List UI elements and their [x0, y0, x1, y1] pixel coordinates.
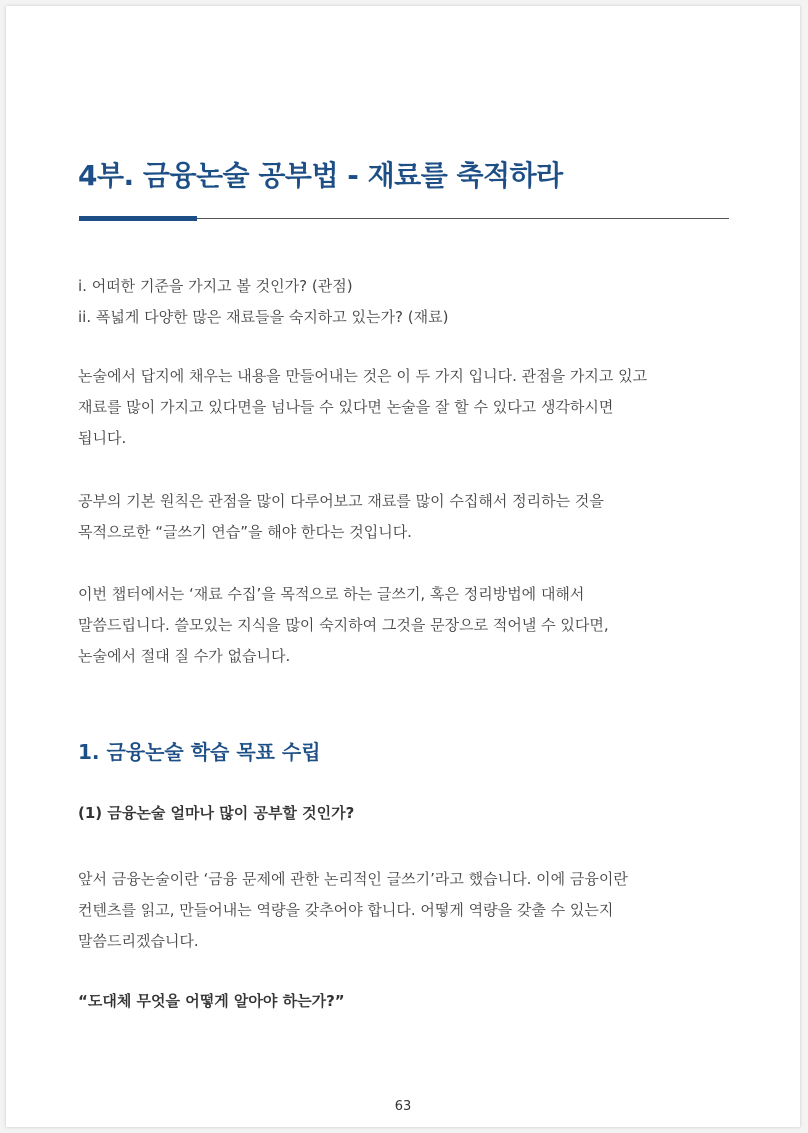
- intro-list: [78, 271, 448, 333]
- key-question: “도대체 무엇을 어떻게 알아야 하는가?”: [78, 992, 345, 1010]
- sub-heading: (1) 금융논술 얼마나 많이 공부할 것인가?: [78, 804, 355, 822]
- title-underline-accent: [79, 216, 197, 221]
- paragraph-line: 재료를 많이 가지고 있다면을 넘나들 수 있다면 논술을 잘 할 수 있다고 생각하시면: [78, 398, 614, 416]
- body-paragraph: [78, 361, 647, 454]
- page-number: 63: [394, 1099, 412, 1114]
- paragraph-line: 논술에서 답지에 채우는 내용을 만들어내는 것은 이 두 가지 입니다. 관점을 가지고 있고: [78, 367, 648, 385]
- section-heading: 1. 금융논술 학습 목표 수립: [78, 740, 321, 764]
- paragraph-line: 말씀드립니다. 쓸모있는 지식을 많이 숙지하여 그것을 문장으로 적어낼 수 있다면,: [78, 616, 609, 634]
- document-page: [6, 6, 800, 1127]
- intro-item: ii. 폭넓게 다양한 많은 재료들을 숙지하고 있는가? (재료): [78, 308, 449, 326]
- body-paragraph: [78, 579, 609, 672]
- paragraph-line: 말씀드리겠습니다.: [78, 932, 199, 950]
- chapter-title: 4부. 금융논술 공부법 - 재료를 축적하라: [78, 159, 563, 192]
- paragraph-line: 논술에서 절대 질 수가 없습니다.: [78, 647, 291, 665]
- paragraph-line: 컨텐츠를 읽고, 만들어내는 역량을 갖추어야 합니다. 어떻게 역량을 갖출 수 있는지: [78, 901, 614, 919]
- paragraph-line: 목적으로한 “글쓰기 연습”을 해야 한다는 것입니다.: [78, 523, 412, 541]
- body-paragraph: [78, 486, 604, 548]
- paragraph-line: 이번 챕터에서는 ‘재료 수집’을 목적으로 하는 글쓰기, 혹은 정리방법에 대해서: [78, 585, 585, 603]
- section-paragraph: [78, 864, 628, 957]
- paragraph-line: 앞서 금융논술이란 ‘금융 문제에 관한 논리적인 글쓰기’라고 했습니다. 이에 금융이란: [78, 870, 628, 888]
- intro-item: i. 어떠한 기준을 가지고 볼 것인가? (관점): [78, 277, 353, 295]
- paragraph-line: 공부의 기본 원칙은 관점을 많이 다루어보고 재료를 많이 수집해서 정리하는 것을: [78, 492, 604, 510]
- title-underline-line: [197, 218, 729, 219]
- paragraph-line: 됩니다.: [78, 429, 127, 447]
- title-underline: [79, 216, 729, 221]
